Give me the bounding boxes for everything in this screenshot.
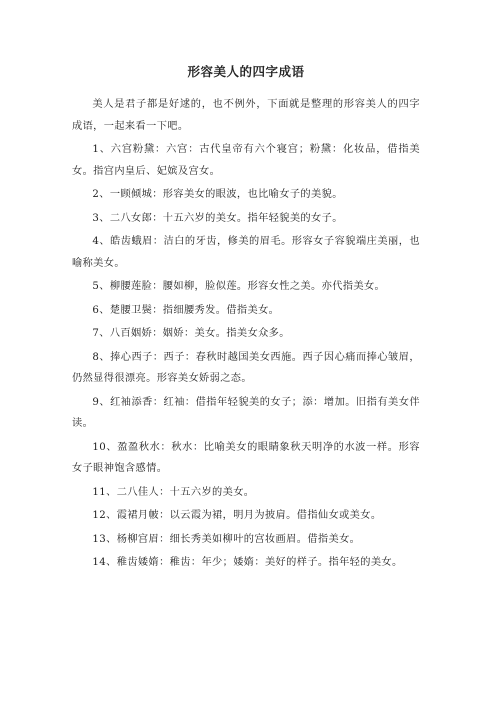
idiom-item-12: 12、霞裙月帔：以云霞为裙，明月为披肩。借指仙女或美女。 — [92, 510, 382, 521]
idiom-item-14: 14、稚齿婑媠：稚齿：年少；婑媠：美好的样子。指年轻的美女。 — [92, 557, 403, 568]
idiom-item-8: 8、捧心西子：西子：春秋时越国美女西施。西子因心痛而捧心皱眉，仍然显得很漂亮。形容美女娇弱之态。 — [72, 351, 420, 384]
idiom-item-7: 7、八百姻娇：姻娇：美女。指美女众多。 — [92, 328, 290, 339]
idiom-item-4: 4、皓齿蛾眉：洁白的牙齿，修美的眉毛。形容女子容貌端庄美丽，也喻称美女。 — [72, 236, 420, 269]
intro-paragraph: 美人是君子都是好逑的，也不例外，下面就是整理的形容美人的四字成语，一起来看一下吧。 — [72, 99, 420, 132]
idiom-item-9: 9、红袖添香：红袖：借指年轻貌美的女子；添：增加。旧指有美女伴读。 — [72, 396, 420, 429]
idiom-item-13: 13、杨柳宫眉：细长秀美如柳叶的宫妆画眉。借指美女。 — [92, 533, 361, 545]
idiom-item-1: 1、六宫粉黛：六宫：古代皇帝有六个寝宫；粉黛：化妆品，借指美女。指宫内皇后、妃嫔及宫女。 — [72, 144, 420, 177]
idiom-item-5: 5、柳腰莲脸：腰如柳，脸似莲。形容女性之美。亦代指美女。 — [92, 281, 386, 292]
document-title: 形容美人的四字成语 — [187, 64, 305, 79]
idiom-item-11: 11、二八佳人：十五六岁的美女。 — [92, 486, 255, 498]
idiom-item-3: 3、二八女郎：十五六岁的美女。指年轻貌美的女子。 — [92, 212, 343, 224]
idiom-item-10: 10、盈盈秋水：秋水：比喻美女的眼睛象秋天明净的水波一样。形容女子眼神饱含感情。 — [72, 441, 420, 474]
idiom-item-6: 6、楚腰卫鬓：指细腰秀发。借指美女。 — [92, 304, 280, 316]
idiom-item-2: 2、一顾倾城：形容美女的眼波，也比喻女子的美貌。 — [92, 189, 343, 200]
